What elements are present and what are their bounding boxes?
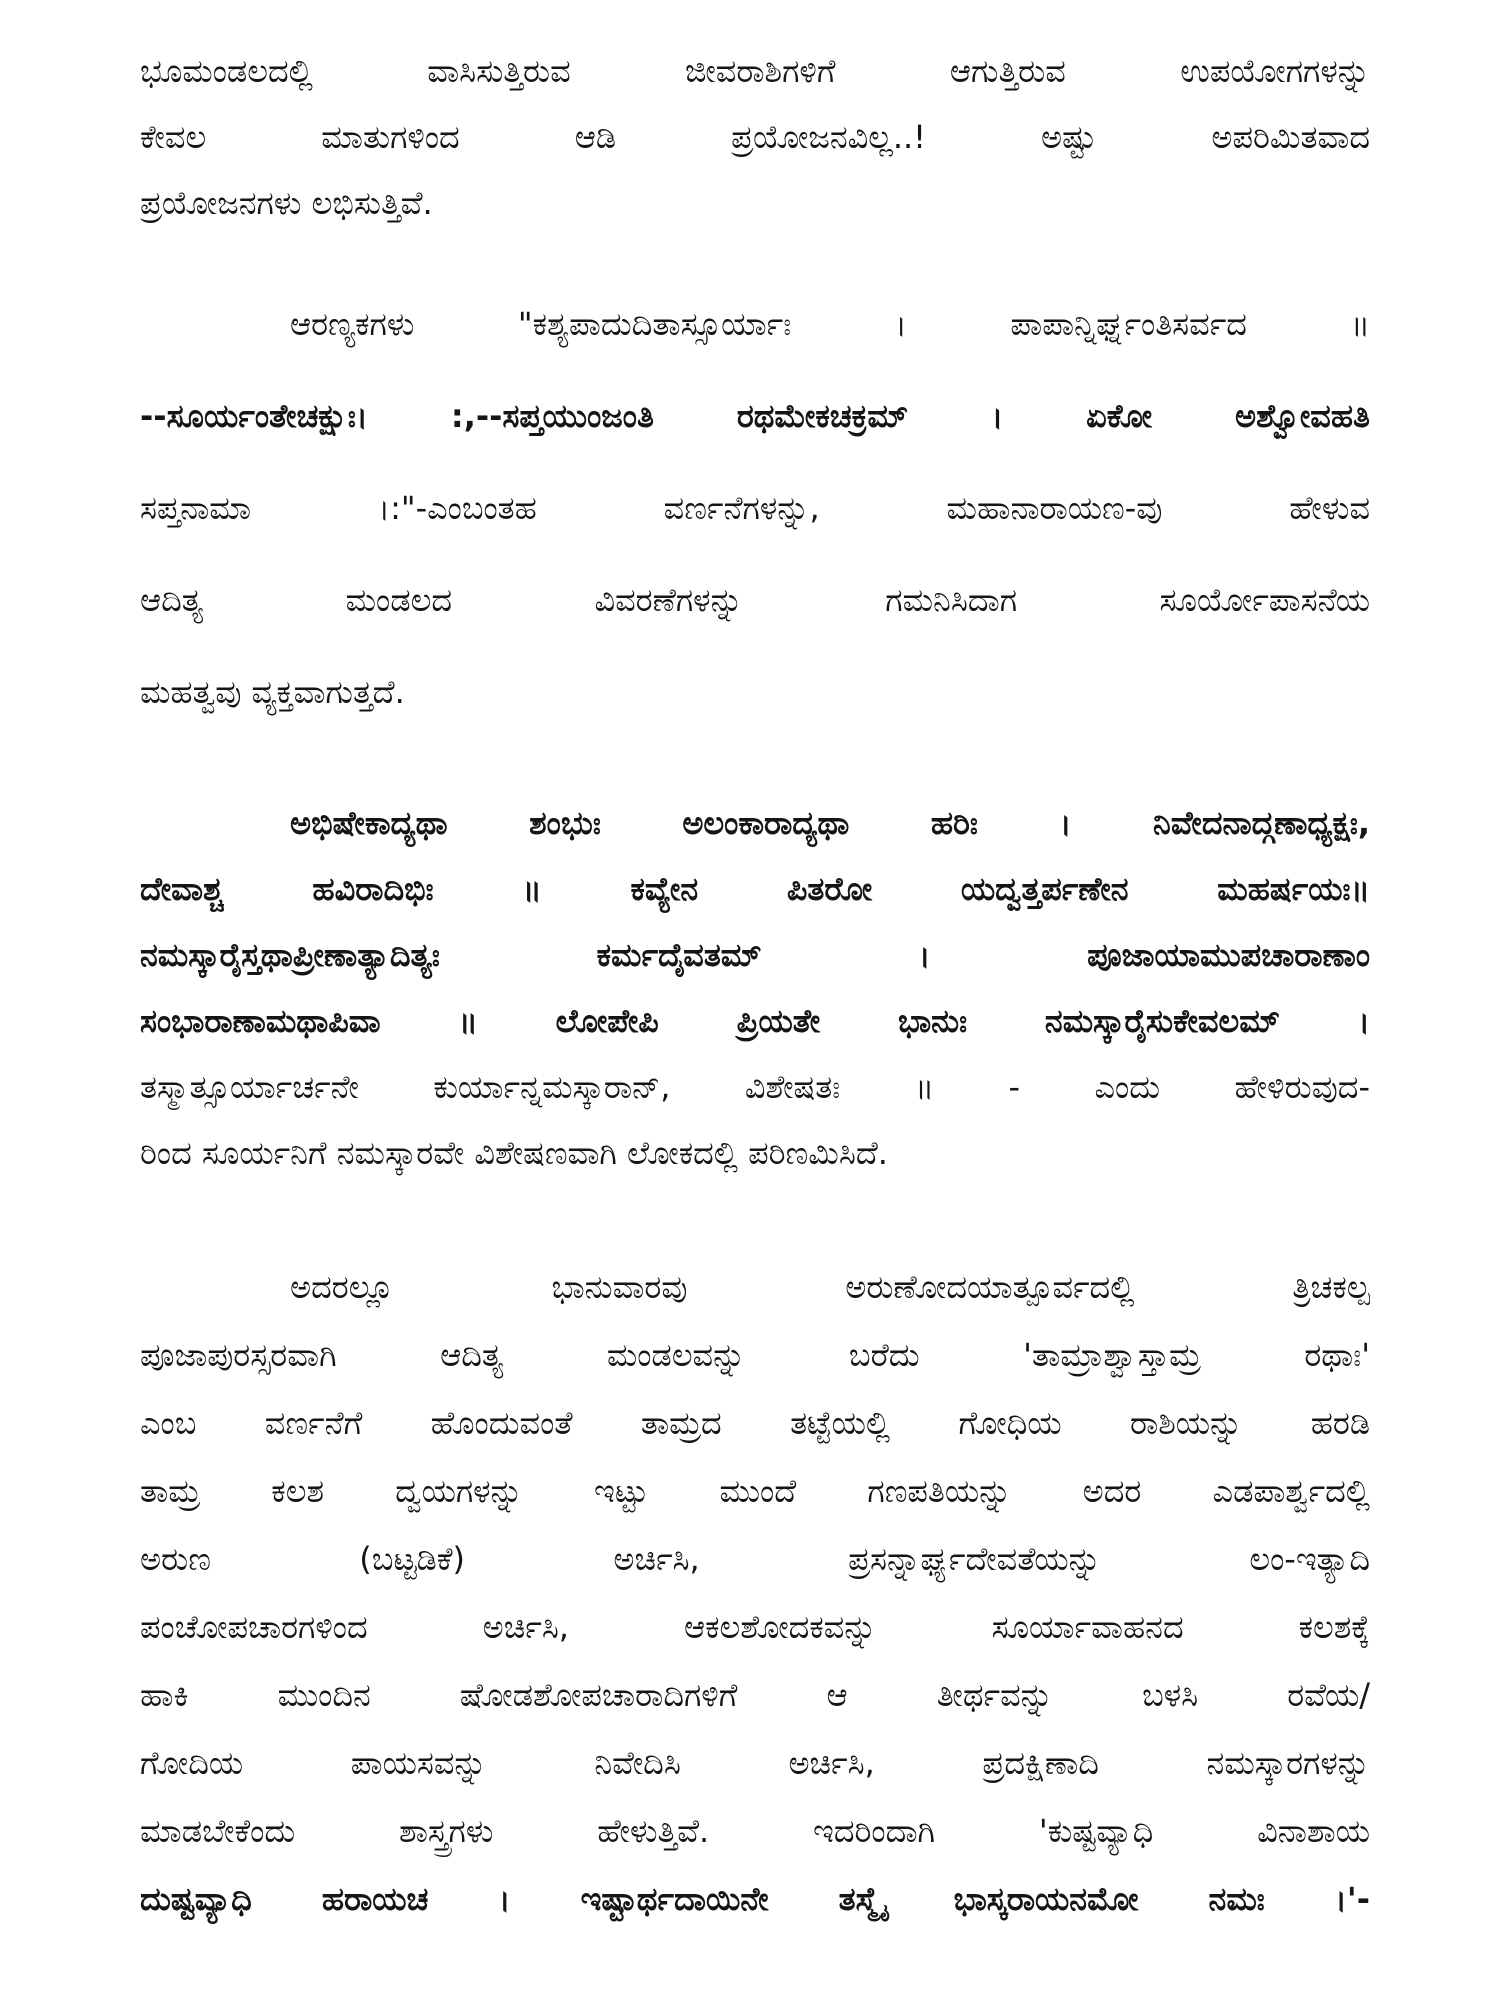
text-line: ತಸ್ಮಾತ್ಸೂರ್ಯಾರ್ಚನೇ ಕುರ್ಯಾನ್ನಮಸ್ಕಾರಾನ್, ವಿಶೇಷತಃ ॥ - ಎಂದು ಹೇಳಿರುವುದ- — [140, 1068, 1370, 1106]
paragraph-1 — [140, 38, 1370, 236]
text-line: ಸಪ್ತನಾಮಾ ।:"-ಎಂಬಂತಹ ವರ್ಣನೆಗಳನ್ನು, ಮಹಾನಾರಾಯಣ-ವು ಹೇಳುವ — [140, 489, 1370, 527]
text-line: ಅಭಿಷೇಕಾದ್ಯಥಾ ಶಂಭುಃ ಅಲಂಕಾರಾದ್ಯಥಾ ಹರಿಃ । ನಿವೇದನಾದ್ಗಣಾಧ್ಯಕ್ಷಃ, — [290, 804, 1370, 842]
text-line: ರಿಂದ ಸೂರ್ಯನಿಗೆ ನಮಸ್ಕಾರವೇ ವಿಶೇಷಣವಾಗಿ ಲೋಕದಲ್ಲಿ ಪರಿಣಮಿಸಿದೆ. — [140, 1134, 888, 1172]
text-line: ಪ್ರಯೋಜನಗಳು ಲಭಿಸುತ್ತಿವೆ. — [140, 184, 433, 222]
paragraph-2 — [140, 278, 1370, 738]
paragraph-4 — [140, 1253, 1370, 1933]
text-line: ನಮಸ್ಕಾರೈಸ್ತಥಾಪ್ರೀಣಾತ್ಯಾದಿತ್ಯಃ ಕರ್ಮದೈವತಮ್ । ಪೂಜಾಯಾಮುಪಚಾರಾಣಾಂ — [140, 936, 1370, 974]
text-line: ಸಂಭಾರಾಣಾಮಥಾಪಿವಾ ॥ ಲೋಪೇಪಿ ಪ್ರಿಯತೇ ಭಾನುಃ ನಮಸ್ಕಾರೈಸುಕೇವಲಮ್ । — [140, 1002, 1370, 1040]
text-line: ದುಷ್ಟವ್ಯಾಧಿ ಹರಾಯಚ । ಇಷ್ಟಾರ್ಥದಾಯಿನೇ ತಸ್ಮೈ ಭಾಸ್ಕರಾಯನಮೋ ನಮಃ ।'- — [140, 1880, 1370, 1918]
text-line: ಆದಿತ್ಯ ಮಂಡಲದ ವಿವರಣೆಗಳನ್ನು ಗಮನಿಸಿದಾಗ ಸೂರ್ಯೋಪಾಸನೆಯ — [140, 581, 1370, 619]
text-line: ಆರಣ್ಯಕಗಳು "ಕಶ್ಯಪಾದುದಿತಾಸ್ಸೂರ್ಯಾಃ । ಪಾಪಾನ್ನಿರ್ಘ್ನಂತಿಸರ್ವದ ॥ — [290, 305, 1370, 343]
text-line: ಅದರಲ್ಲೂ ಭಾನುವಾರವು ಅರುಣೋದಯಾತ್ಪೂರ್ವದಲ್ಲಿ ತ್ರಿಚಕಲ್ಪ — [290, 1268, 1370, 1306]
text-line: ಗೋದಿಯ ಪಾಯಸವನ್ನು ನಿವೇದಿಸಿ ಅರ್ಚಿಸಿ, ಪ್ರದಕ್ಷಿಣಾದಿ ನಮಸ್ಕಾರಗಳನ್ನು — [140, 1744, 1370, 1782]
text-line: ಮಾಡಬೇಕೆಂದು ಶಾಸ್ತ್ರಗಳು ಹೇಳುತ್ತಿವೆ. ಇದರಿಂದಾಗಿ 'ಕುಷ್ಟವ್ಯಾಧಿ ವಿನಾಶಾಯ — [140, 1812, 1370, 1850]
text-line: ತಾಮ್ರ ಕಲಶ ದ್ವಯಗಳನ್ನು ಇಟ್ಟು ಮುಂದೆ ಗಣಪತಿಯನ್ನು ಅದರ ಎಡಪಾರ್ಶ್ವದಲ್ಲಿ — [140, 1472, 1370, 1510]
text-line: ಹಾಕಿ ಮುಂದಿನ ಷೋಡಶೋಪಚಾರಾದಿಗಳಿಗೆ ಆ ತೀರ್ಥವನ್ನು ಬಳಸಿ ರವೆಯ/ — [140, 1676, 1370, 1714]
text-line: ಎಂಬ ವರ್ಣನೆಗೆ ಹೊಂದುವಂತೆ ತಾಮ್ರದ ತಟ್ಟೆಯಲ್ಲಿ ಗೋಧಿಯ ರಾಶಿಯನ್ನು ಹರಡಿ — [140, 1404, 1370, 1442]
text-line: ಪಂಚೋಪಚಾರಗಳಿಂದ ಅರ್ಚಿಸಿ, ಆಕಲಶೋದಕವನ್ನು ಸೂರ್ಯಾವಾಹನದ ಕಲಶಕ್ಕೆ — [140, 1608, 1370, 1646]
text-line: ಮಹತ್ವವು ವ್ಯಕ್ತವಾಗುತ್ತದೆ. — [140, 673, 405, 711]
text-line: ಅರುಣ (ಬಟ್ಟಡಿಕೆ) ಅರ್ಚಿಸಿ, ಪ್ರಸನ್ನಾರ್ಘ್ಯದೇವತೆಯನ್ನು ಲಂ-ಇತ್ಯಾದಿ — [140, 1540, 1370, 1578]
text-line: ಪೂಜಾಪುರಸ್ಸರವಾಗಿ ಆದಿತ್ಯ ಮಂಡಲವನ್ನು ಬರೆದು 'ತಾಮ್ರಾಶ್ವಾಸ್ತಾಮ್ರ ರಥಾಃ' — [140, 1336, 1370, 1374]
text-line: ದೇವಾಶ್ಚ ಹವಿರಾದಿಭಿಃ ॥ ಕವ್ಯೇನ ಪಿತರೋ ಯದ್ವತ್ತರ್ಪಣೇನ ಮಹರ್ಷಯಃ॥ — [140, 870, 1370, 908]
text-line: ಭೂಮಂಡಲದಲ್ಲಿ ವಾಸಿಸುತ್ತಿರುವ ಜೀವರಾಶಿಗಳಿಗೆ ಆಗುತ್ತಿರುವ ಉಪಯೋಗಗಳನ್ನು — [140, 52, 1370, 90]
text-line: --ಸೂರ್ಯಂತೇಚಕ್ಷುಃ। :,--ಸಪ್ತಯುಂಜಂತಿ ರಥಮೇಕಚಕ್ರಮ್ । ಏಕೋ ಅಶ್ವೋವಹತಿ — [140, 397, 1370, 435]
text-line: ಕೇವಲ ಮಾತುಗಳಿಂದ ಆಡಿ ಪ್ರಯೋಜನವಿಲ್ಲ..! ಅಷ್ಟು ಅಪರಿಮಿತವಾದ — [140, 118, 1370, 156]
paragraph-3 — [140, 790, 1370, 1186]
